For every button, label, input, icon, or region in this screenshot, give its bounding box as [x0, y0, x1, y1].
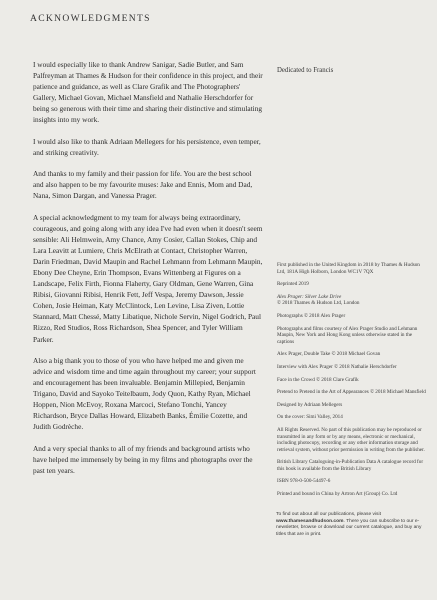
acknowledgment-paragraph: A special acknowledgment to my team for always being extraordinary, courageous, and going along with any idea I've had even when it doesn't seem sensible: Ali Helmwein, Amy Chance, Amy Cosier, Callan Stokes, Chip and Lara Leavitt at Lumiere, Chris McElrath at Contact, Christopher Warren, Darin Friedman, David Maupin and Rachel Lehmann from Lehmann Maupin, Ebony Dee Cheyne, Erin Thompson, Evans Wittenberg at Figures on a Landscape, Felix Firth, Fionna Flaherty, Gary Oldman, Gene Warren, Gina Ribisi, Giovanni Ribisi, Henrik Fett, Jeff Vespa, Jeremy Dawson, Jessie Cohen, Josie Heiman, Katy McClintock, Len Levine, Lisa Ziven, Lottie Stannard, Matt Chessé, Matty Libatique, Nichole Servin, Nigel Godrich, Paul Rizzo, Red Studios, Ross Richardson, Shea Spencer, and Tyler William Parker.	[33, 213, 263, 344]
page-heading: ACKNOWLEDGMENTS	[30, 13, 151, 24]
imprint-line: Face in the Crowd © 2018 Clare Grafik	[277, 376, 359, 383]
imprint-column	[277, 262, 429, 504]
imprint-line: All Rights Reserved. No part of this publication may be reproduced or transmitted in any form or by any means, electronic or mechanical, including photocopy, recording or any other information storage and retrieval system, without prior permission in writing from the publisher.	[277, 426, 425, 453]
imprint-line: First published in the United Kingdom in 2018 by Thames & Hudson Ltd, 181A High Holborn, London WC1V 7QX	[277, 262, 420, 275]
imprint-line: Photographs © 2018 Alex Prager	[277, 312, 346, 319]
imprint-line: Printed and bound in China by Artron Art (Group) Co. Ltd	[277, 491, 398, 498]
dedication: Dedicated to Francis	[277, 67, 334, 74]
acknowledgment-paragraph: I would also like to thank Adriaan Mellegers for his persistence, even temper, and striking creativity.	[33, 136, 261, 157]
publisher-website-link[interactable]: www.thamesandhudson.com	[276, 518, 344, 524]
imprint-line: ISBN 978-0-500-54497-6	[277, 478, 331, 485]
imprint-line: Designed by Adriaan Mellegers	[277, 401, 343, 408]
acknowledgment-paragraph: And a very special thanks to all of my friends and background artists who have helped me immensely by being in my films and photographs over the past ten years.	[33, 443, 253, 475]
imprint-line: British Library Cataloguing-in-Publication Data A catalogue record for this book is available from the British Library	[277, 459, 424, 472]
imprint-line: Reprinted 2019	[277, 281, 309, 288]
imprint-copyright: © 2018 Thames & Hudson Ltd, London	[277, 300, 360, 307]
publisher-footer	[276, 512, 426, 538]
imprint-line: Interview with Alex Prager © 2018 Nathalie Herschdorfer	[277, 363, 397, 370]
acknowledgment-paragraph: And thanks to my family and their passion for life. You are the best school and also happen to be my favourite muses: Jake and Ennis, Mom and Dad, Nana, Simon Dargan, and Vanessa Prager.	[33, 169, 253, 201]
imprint-title: Alex Prager: Silver Lake Drive	[277, 293, 342, 300]
acknowledgments-column	[33, 59, 263, 487]
footer-text: To find out about all our publications, please visit	[276, 512, 381, 517]
imprint-line: Alex Prager, Double Take © 2018 Michael Govan	[277, 351, 381, 358]
footer-text: . There you can subscribe to our e-newsletter, browse or download our current catalogue, and buy any titles that are in print.	[276, 518, 422, 537]
imprint-line: Pretend to Pretend in the Art of Appearances © 2018 Michael Mansfield	[277, 389, 426, 396]
acknowledgment-paragraph: I would especially like to thank Andrew Sanigar, Sadie Butler, and Sam Palfreyman at Thames & Hudson for their confidence in this project, and their patience and guidance, as well as Clare Grafik and The Photographers' Gallery, Michael Govan, Michael Mansfield and Nathalie Herschdorfer for being so generous with their time and sharing their distinctive and stimulating insights into my work.	[33, 60, 263, 125]
acknowledgment-paragraph: Also a big thank you to those of you who have helped me and given me advice and wisdom time and time again throughout my career; your support and encouragement has been invaluable. Benjamin Millepied, Benjamin Trigano, David and Sayoko Teitelbaum, Jody Quon, Kathy Ryan, Michael Hoppen, Nion McEvoy, Roxana Marcoci, Stefano Tonchi, Yancey Richardson, Bryce Dallas Howard, Elizabeth Banks, Émilie Cozette, and Judith Godrèche.	[33, 356, 256, 432]
imprint-line: On the cover: Simi Valley, 2014	[277, 414, 343, 421]
imprint-line	[277, 294, 429, 307]
imprint-line: Photographs and films courtesy of Alex Prager Studio and Lehmann Maupin, New York and Hong Kong unless otherwise stated in the captions	[277, 325, 418, 345]
